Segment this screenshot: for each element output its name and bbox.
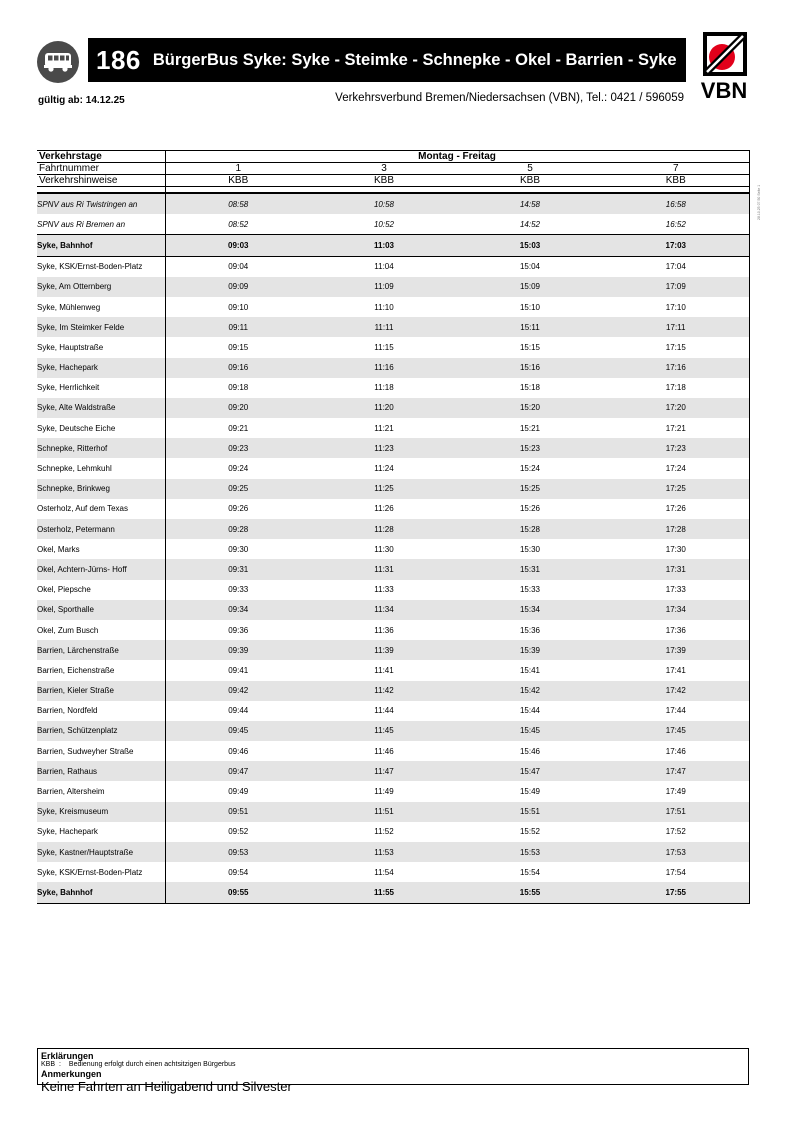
departure-time: 14:58 [457,193,603,214]
departure-time: 15:16 [457,358,603,378]
table-row [37,580,749,600]
departure-time: 17:36 [603,620,749,640]
departure-time: 15:34 [457,600,603,620]
departure-time: 17:33 [603,580,749,600]
departure-time: 11:26 [374,504,394,514]
stop-name: Syke, Mühlenweg [37,297,165,317]
table-row [37,398,749,418]
departure-time: 11:31 [311,559,457,579]
departure-time: 09:44 [228,706,249,716]
valid-from: gültig ab: 14.12.25 [38,95,125,106]
table-row [37,882,749,903]
departure-time: 09:36 [228,625,249,635]
stop-name: Syke, Bahnhof [37,235,165,256]
departure-time: 17:52 [603,822,749,842]
table-row [37,681,749,701]
departure-time: 17:24 [603,458,749,478]
departure-time: 09:39 [165,640,311,660]
departure-time: 15:18 [519,383,541,393]
departure-time: 17:41 [603,660,749,680]
table-row [37,337,749,357]
departure-time: 09:15 [228,342,249,352]
departure-time: 15:10 [519,302,541,312]
kbb-text: Bedienung erfolgt durch einen achtsitzigen Bürgerbus [68,1061,236,1068]
stop-name: Syke, Im Steimker Felde [37,317,165,337]
line-title-bar [88,38,686,82]
stop-name: Okel, Zum Busch [37,620,165,640]
trip-note: KBB [311,175,457,187]
kbb-code: KBB [41,1061,56,1068]
stop-name: Syke, Hachepark [37,822,165,842]
stop-name: Osterholz, Petermann [37,519,165,539]
departure-time: 15:23 [457,438,603,458]
departure-time: 15:04 [519,262,541,272]
trip-number: 5 [457,163,603,175]
departure-time: 11:36 [374,625,394,635]
stop-name: Barrien, Lärchenstraße [37,640,165,660]
departure-time: 09:34 [165,600,311,620]
table-row [37,620,749,640]
departure-time: 17:15 [603,337,749,357]
departure-time: 15:20 [457,398,603,418]
departure-time: 11:16 [311,358,457,378]
departure-time: 15:26 [519,504,541,514]
table-row [37,458,749,478]
departure-time: 17:09 [603,277,749,297]
days-label: Verkehrstage [37,151,165,163]
departure-time: 09:51 [165,802,311,822]
table-row [37,297,749,317]
table-row [37,600,749,620]
stop-name: Syke, Hachepark [37,358,165,378]
departure-time: 15:28 [457,519,603,539]
table-row [37,842,749,862]
departure-time: 11:33 [374,585,394,595]
stop-name: Okel, Sporthalle [37,600,165,620]
departure-time: 17:21 [603,418,749,438]
stop-name: Barrien, Sudweyher Straße [37,741,165,761]
departure-time: 09:23 [165,438,311,458]
departure-time: 09:11 [165,317,311,337]
departure-time: 15:30 [519,544,541,554]
departure-time: 11:42 [311,681,457,701]
departure-time: 17:10 [603,297,749,317]
departure-time: 16:58 [603,193,749,214]
departure-time: 09:09 [165,277,311,297]
stop-name: SPNV aus Ri Twistringen an [37,193,165,214]
departure-time: 11:47 [311,761,457,781]
stop-name: Syke, Am Otternberg [37,277,165,297]
contact-info: Verkehrsverbund Bremen/Niedersachsen (VBN), Tel.: 0421 / 596059 [335,92,684,104]
departure-time: 09:24 [228,464,249,474]
departure-time: 09:33 [228,585,249,595]
departure-time: 11:03 [311,235,457,256]
stop-name: Barrien, Rathaus [37,761,165,781]
table-row [37,519,749,539]
table-row [37,539,749,559]
trip-label: Fahrtnummer [37,163,165,175]
departure-time: 15:53 [457,842,603,862]
departure-time: 11:21 [374,423,394,433]
notes-box [37,1048,749,1094]
departure-time: 11:20 [311,398,457,418]
departure-time: 17:34 [603,600,749,620]
timetable [37,150,750,904]
departure-time: 11:52 [374,827,394,837]
departure-time: 09:03 [165,235,311,256]
remarks-heading: Anmerkungen [41,1069,102,1079]
departure-time: 17:44 [603,701,749,721]
departure-time: 09:20 [165,398,311,418]
departure-time: 17:31 [603,559,749,579]
remarks-text: Keine Fahrten an Heiligabend und Silvester [41,1079,292,1094]
stop-name: Syke, KSK/Ernst-Boden-Platz [37,256,165,277]
departure-time: 17:20 [603,398,749,418]
table-row [37,358,749,378]
departure-time: 11:18 [374,383,394,393]
departure-time: 09:31 [165,559,311,579]
departure-time: 15:33 [519,585,541,595]
departure-time: 09:10 [228,302,249,312]
departure-time: 09:45 [165,721,311,741]
line-number: 186 [96,44,141,75]
departure-time: 09:52 [228,827,249,837]
table-row [37,256,749,277]
table-row [37,235,749,256]
departure-time: 15:54 [519,867,541,877]
departure-time: 09:47 [165,761,311,781]
table-row [37,317,749,337]
departure-time: 11:24 [374,464,394,474]
table-row [37,640,749,660]
departure-time: 15:55 [457,882,603,903]
line-title: BürgerBus Syke: Syke - Steimke - Schnepke - Okel - Barrien - Syke [152,50,677,69]
departure-time: 11:45 [311,721,457,741]
departure-time: 15:11 [457,317,603,337]
departure-time: 17:23 [603,438,749,458]
departure-time: 10:58 [311,193,457,214]
departure-time: 15:15 [519,342,541,352]
trip-number: 7 [603,163,749,175]
table-row [37,214,749,235]
departure-time: 11:41 [374,665,394,675]
departure-time: 17:55 [603,882,749,903]
departure-time: 11:11 [311,317,457,337]
departure-time: 11:34 [311,600,457,620]
departure-time: 15:09 [457,277,603,297]
departure-time: 15:24 [519,464,541,474]
departure-time: 09:41 [228,665,249,675]
bus-icon [37,41,79,83]
departure-time: 11:23 [311,438,457,458]
departure-time: 17:28 [603,519,749,539]
departure-time: 17:46 [603,741,749,761]
departure-time: 11:25 [311,479,457,499]
departure-time: 15:51 [457,802,603,822]
print-note: 28.10.25 07:50 Seite 1 [757,184,761,220]
stop-name: Barrien, Kieler Straße [37,681,165,701]
departure-time: 11:53 [311,842,457,862]
departure-time: 15:44 [519,706,541,716]
trip-note: KBB [165,175,311,187]
table-row [37,479,749,499]
departure-time: 15:41 [519,665,541,675]
stop-name: Barrien, Eichenstraße [37,660,165,680]
days-value: Montag - Freitag [165,151,749,163]
kbb-separator: : [58,1061,61,1068]
departure-time: 15:21 [519,423,541,433]
header-row-notes [37,175,749,187]
departure-time: 17:04 [603,256,749,277]
departure-time: 17:45 [603,721,749,741]
stop-name: Okel, Marks [37,539,165,559]
departure-time: 09:28 [165,519,311,539]
departure-time: 15:03 [457,235,603,256]
departure-time: 17:51 [603,802,749,822]
departure-time: 15:52 [519,827,541,837]
trip-note: KBB [457,175,603,187]
departure-time: 09:04 [228,262,249,272]
departure-time: 11:49 [374,787,394,797]
departure-time: 17:53 [603,842,749,862]
departure-time: 15:49 [519,787,541,797]
departure-time: 09:26 [228,504,249,514]
table-row [37,499,749,519]
table-row [37,822,749,842]
notes-label: Verkehrshinweise [37,175,165,187]
departure-time: 15:42 [457,681,603,701]
departure-time: 09:16 [165,358,311,378]
header-row-days [37,151,749,163]
kbb-explanation [41,1061,748,1069]
departure-time: 17:42 [603,681,749,701]
departure-time: 11:54 [374,867,394,877]
table-row [37,559,749,579]
departure-time: 15:31 [457,559,603,579]
table-row [37,862,749,882]
stop-name: Barrien, Schützenplatz [37,721,165,741]
departure-time: 11:44 [374,706,394,716]
table-row [37,277,749,297]
header-row-trip [37,163,749,175]
departure-time: 17:18 [603,378,749,398]
stop-name: Syke, Deutsche Eiche [37,418,165,438]
departure-time: 16:52 [603,214,749,235]
departure-time: 11:39 [311,640,457,660]
departure-time: 11:04 [374,262,394,272]
trip-note: KBB [603,175,749,187]
departure-time: 11:10 [374,302,394,312]
departure-time: 11:28 [311,519,457,539]
table-row [37,741,749,761]
departure-time: 09:42 [165,681,311,701]
stop-name: SPNV aus Ri Bremen an [37,214,165,235]
stop-name: Osterholz, Auf dem Texas [37,499,165,519]
stop-name: Okel, Achtern-Jürns- Hoff [37,559,165,579]
table-row [37,721,749,741]
stop-name: Syke, Herrlichkeit [37,378,165,398]
departure-time: 17:54 [603,862,749,882]
stop-name: Barrien, Nordfeld [37,701,165,721]
departure-time: 10:52 [311,214,457,235]
stop-name: Barrien, Altersheim [37,781,165,801]
departure-time: 15:45 [457,721,603,741]
table-row [37,781,749,801]
departure-time: 11:51 [311,802,457,822]
departure-time: 17:39 [603,640,749,660]
departure-time: 09:18 [228,383,249,393]
logo-text: VBN [700,78,748,102]
departure-time: 08:52 [165,214,311,235]
departure-time: 11:09 [311,277,457,297]
departure-time: 11:15 [374,342,394,352]
stop-name: Okel, Piepsche [37,580,165,600]
departure-time: 09:53 [165,842,311,862]
stop-name: Schnepke, Ritterhof [37,438,165,458]
table-row [37,438,749,458]
stop-name: Syke, Kastner/Hauptstraße [37,842,165,862]
departure-time: 11:30 [374,544,394,554]
departure-time: 17:16 [603,358,749,378]
departure-time: 17:47 [603,761,749,781]
stop-name: Schnepke, Brinkweg [37,479,165,499]
table-row [37,802,749,822]
table-row [37,660,749,680]
departure-time: 17:49 [603,781,749,801]
departure-time: 09:54 [228,867,249,877]
departure-time: 15:25 [457,479,603,499]
departure-time: 09:49 [228,787,249,797]
table-row [37,418,749,438]
trip-number: 3 [311,163,457,175]
departure-time: 15:47 [457,761,603,781]
departure-time: 17:03 [603,235,749,256]
stop-name: Syke, Hauptstraße [37,337,165,357]
departure-time: 09:25 [165,479,311,499]
departure-time: 15:36 [519,625,541,635]
departure-time: 14:52 [457,214,603,235]
stop-name: Syke, Alte Waldstraße [37,398,165,418]
departure-time: 09:21 [228,423,249,433]
departure-time: 15:46 [519,746,541,756]
stop-name: Syke, KSK/Ernst-Boden-Platz [37,862,165,882]
trip-number: 1 [165,163,311,175]
table-row [37,761,749,781]
departure-time: 17:30 [603,539,749,559]
departure-time: 11:55 [311,882,457,903]
table-row [37,701,749,721]
stop-name: Syke, Kreismuseum [37,802,165,822]
departure-time: 09:55 [165,882,311,903]
stop-name: Syke, Bahnhof [37,882,165,903]
table-row [37,193,749,214]
departure-time: 15:39 [457,640,603,660]
stop-name: Schnepke, Lehmkuhl [37,458,165,478]
vbn-logo [697,32,751,102]
departure-time: 11:46 [374,746,394,756]
departure-time: 17:26 [603,499,749,519]
departure-time: 17:25 [603,479,749,499]
explanations-heading: Erklärungen [41,1051,94,1061]
departure-time: 08:58 [165,193,311,214]
table-row [37,378,749,398]
departure-time: 17:11 [603,317,749,337]
departure-time: 09:46 [228,746,249,756]
departure-time: 09:30 [228,544,249,554]
